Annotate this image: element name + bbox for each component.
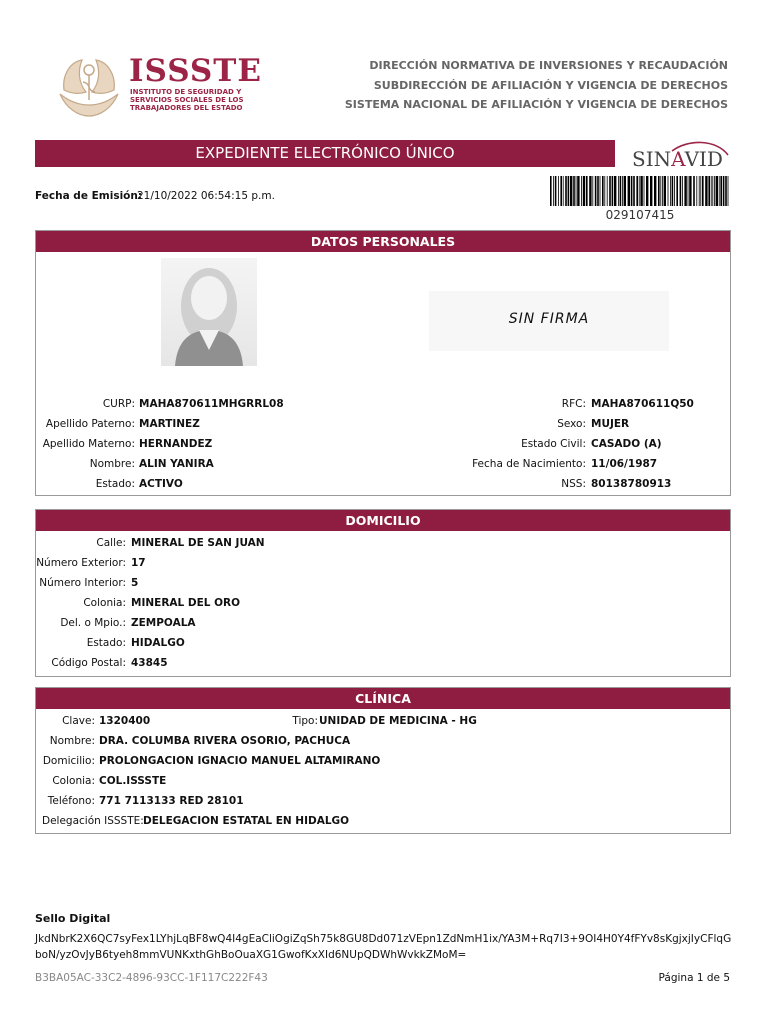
apellido-materno-label: Apellido Materno: [42, 438, 135, 450]
header-line-1: DIRECCIÓN NORMATIVA DE INVERSIONES Y RECAUDACIÓN [369, 59, 728, 72]
signature-text: SIN FIRMA [508, 311, 590, 327]
clave-label: Clave: [62, 715, 95, 727]
codigo-postal-value: 43845 [131, 657, 168, 669]
personal-data-section [35, 230, 731, 496]
nombre-label: Nombre: [89, 458, 135, 470]
calle-label: Calle: [96, 537, 126, 549]
org-name: ISSSTE [129, 53, 262, 89]
tipo-label: Tipo: [292, 715, 318, 727]
apellido-paterno-value: MARTINEZ [139, 418, 200, 430]
person-silhouette-icon [161, 258, 257, 366]
estado-civil-value: CASADO (A) [591, 438, 662, 450]
org-subtitle: INSTITUTO DE SEGURIDAD Y SERVICIOS SOCIALES DE LOS TRABAJADORES DEL ESTADO [130, 88, 244, 112]
numero-interior-value: 5 [131, 577, 139, 589]
delegacion-value: DELEGACION ESTATAL EN HIDALGO [143, 815, 350, 827]
clinica-colonia-label: Colonia: [52, 775, 95, 787]
barcode [550, 176, 730, 206]
fecha-nacimiento-label: Fecha de Nacimiento: [472, 458, 586, 470]
clinica-domicilio-label: Domicilio: [42, 755, 95, 767]
delegacion-label: Delegación ISSSTE: [42, 815, 144, 827]
nombre-value: ALIN YANIRA [139, 458, 214, 470]
barcode-number: 029107415 [605, 208, 675, 222]
digital-seal-label: Sello Digital [35, 912, 111, 925]
sinavid-logo [632, 141, 732, 171]
numero-interior-label: Número Interior: [39, 577, 126, 589]
clinica-nombre-label: Nombre: [49, 735, 95, 747]
numero-exterior-value: 17 [131, 557, 146, 569]
nss-label: NSS: [561, 478, 586, 490]
municipio-value: ZEMPOALA [131, 617, 196, 629]
rfc-value: MAHA870611Q50 [591, 398, 694, 410]
apellido-paterno-label: Apellido Paterno: [45, 418, 135, 430]
municipio-label: Del. o Mpio.: [60, 617, 126, 629]
rfc-label: RFC: [561, 398, 586, 410]
sinavid-text-pre: SIN [632, 147, 672, 171]
sexo-label: Sexo: [557, 418, 586, 430]
address-section [35, 509, 731, 677]
codigo-postal-label: Código Postal: [51, 657, 126, 669]
clave-value: 1320400 [99, 715, 151, 727]
page-number: Página 1 de 5 [658, 972, 730, 984]
calle-value: MINERAL DE SAN JUAN [131, 537, 265, 549]
clinic-title: CLÍNICA [36, 688, 730, 709]
person-photo [161, 258, 257, 366]
address-title: DOMICILIO [36, 510, 730, 531]
sinavid-text-post: VID [684, 147, 723, 171]
clinica-telefono-label: Teléfono: [47, 795, 95, 807]
tipo-value: UNIDAD DE MEDICINA - HG [319, 715, 477, 727]
nss-value: 80138780913 [591, 478, 672, 490]
estado-value: ACTIVO [139, 478, 183, 490]
sinavid-text-a: A [671, 147, 685, 171]
emission-date-value: 21/10/2022 06:54:15 p.m. [137, 190, 275, 202]
colonia-label: Colonia: [83, 597, 126, 609]
document-title-banner: EXPEDIENTE ELECTRÓNICO ÚNICO [35, 140, 615, 167]
curp-value: MAHA870611MHGRRL08 [139, 398, 284, 410]
colonia-value: MINERAL DEL ORO [131, 597, 241, 609]
domicilio-estado-label: Estado: [86, 637, 126, 649]
personal-data-title: DATOS PERSONALES [36, 231, 730, 252]
estado-label: Estado: [95, 478, 135, 490]
clinica-colonia-value: COL.ISSSTE [99, 775, 167, 787]
clinic-section [35, 687, 731, 834]
header-line-2: SUBDIRECCIÓN DE AFILIACIÓN Y VIGENCIA DE DERECHOS [373, 79, 728, 92]
estado-civil-label: Estado Civil: [521, 438, 586, 450]
header-line-3: SISTEMA NACIONAL DE AFILIACIÓN Y VIGENCIA DE DERECHOS [344, 98, 728, 111]
numero-exterior-label: Número Exterior: [36, 557, 126, 569]
clinica-nombre-value: DRA. COLUMBA RIVERA OSORIO, PACHUCA [99, 735, 351, 747]
digital-seal-value: JkdNbrK2X6QC7syFex1LYhjLqBF8wQ4I4gEaCliOgiZqSh75k8GU8Dd071zVEpn1ZdNmH1ix/YA3M+Rq7I3+9OI4H0Y4fFYv8sKgjxjIyCFlqGboN/yzOvJyB6tyeh8mmVUNKxthGhBoOuaXG1GwofKxXId6NUpQDWhWvkkZMoM= [35, 933, 732, 961]
signature-box [429, 291, 669, 351]
clinica-telefono-value: 771 7113133 RED 28101 [99, 795, 244, 807]
curp-label: CURP: [102, 398, 135, 410]
sexo-value: MUJER [591, 418, 630, 430]
apellido-materno-value: HERNANDEZ [139, 438, 213, 450]
emission-date-label: Fecha de Emisión: [35, 190, 143, 202]
clinica-domicilio-value: PROLONGACION IGNACIO MANUEL ALTAMIRANO [99, 755, 381, 767]
document-id: B3BA05AC-33C2-4896-93CC-1F117C222F43 [35, 972, 268, 984]
domicilio-estado-value: HIDALGO [131, 637, 185, 649]
fecha-nacimiento-value: 11/06/1987 [591, 458, 658, 470]
issste-emblem-icon [52, 50, 127, 125]
